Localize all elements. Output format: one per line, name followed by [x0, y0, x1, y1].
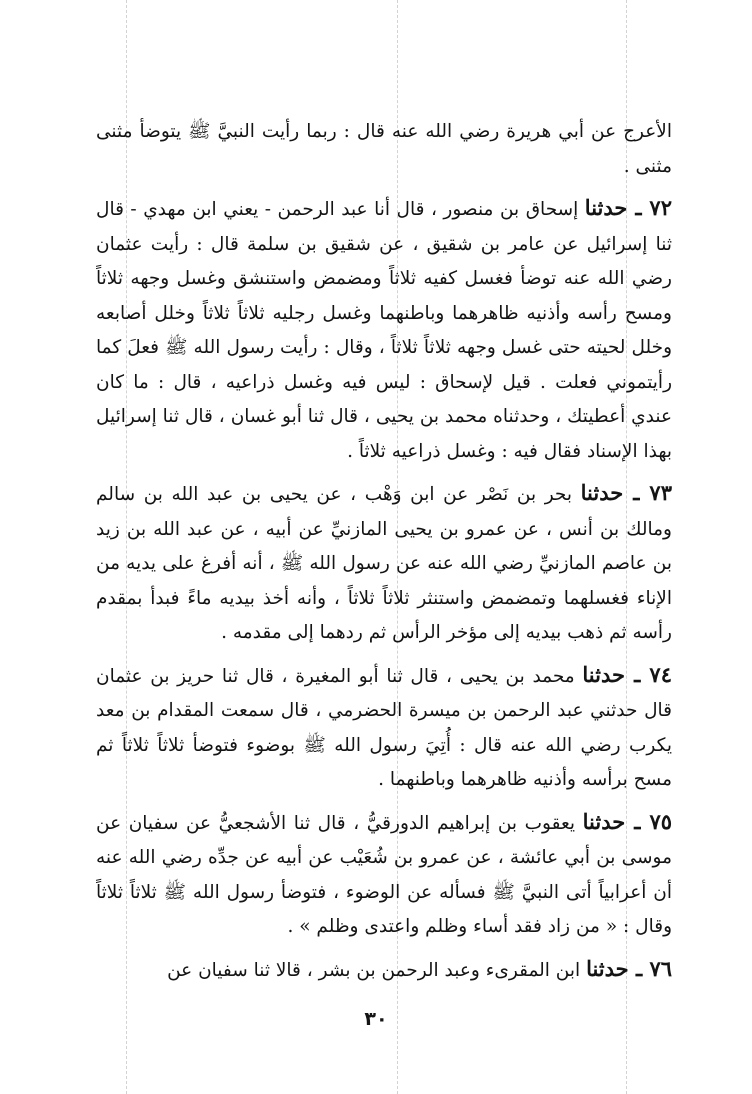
hadith-heading: حدثنا [582, 808, 626, 834]
hadith-separator: ـ [625, 661, 650, 687]
page-text-block [96, 115, 672, 988]
page-number: ٣٠ [364, 1008, 388, 1030]
hadith-73 [96, 476, 672, 651]
hadith-number: ٧٤ [649, 661, 672, 687]
hadith-text: إسحاق بن منصور ، قال أنا عبد الرحمن - يعني ابن مهدي - قال ثنا إسرائيل عن عامر بن شقيق ، عن شقيق بن سلمة قال : رأيت عثمان رضي الله عنه توضأ فغسل كفيه ثلاثاً ومضمض واستنشق وغسل وجهه ثلاثاً ومسح رأسه وأذنيه ظاهرهما وباطنهما وغسل رجليه ثلاثاً ثلاثاً وخلل أصابعه وخلل لحيته حتى غسل وجهه ثلاثاً ثلاثاً ، وقال : رأيت رسول الله ﷺ فعلَ كما رأيتموني فعلت . قيل لإسحاق : ليس فيه وغسل ذراعيه ، قال : ما كان عندي أعطيتك ، وحدثناه محمد بن يحيى ، قال ثنا أبو غسان ، قال ثنا إسرائيل بهذا الإسناد فقال فيه : وغسل ذراعيه ثلاثاً . [96, 199, 672, 462]
paragraph-continuation [96, 115, 672, 184]
hadith-heading: حدثنا [586, 955, 629, 981]
hadith-heading: حدثنا [580, 480, 624, 505]
hadith-76 [96, 952, 672, 989]
hadith-text: بحر بن نَصْر عن ابن وَهْب ، عن يحيى بن عبد الله بن سالم ومالك بن أنس ، عن عمرو بن يحيى المازنيِّ عن أبيه ، عن عبد الله بن زيد بن عاصم المازنيِّ رضي الله عنه عن رسول الله ﷺ ، أنه أفرغ على يديه من الإناء فغسلهما وتمضمض واستنثر ثلاثاً ثلاثاً ، وأنه أخذ بيديه ماءً فبدأ بمقدم رأسه ثم ذهب بيديه إلى مؤخر الرأس ثم ردهما إلى مقدمه . [96, 484, 672, 643]
paragraph-text: الأعرج عن أبي هريرة رضي الله عنه قال : ربما رأيت النبيَّ ﷺ يتوضأ مثنى مثنى . [96, 121, 672, 177]
hadith-75 [96, 805, 672, 945]
hadith-text: ابن المقرىء وعبد الرحمن بن بشر ، قالا ثنا سفيان عن [167, 959, 581, 981]
hadith-number: ٧٥ [649, 808, 672, 834]
hadith-number: ٧٦ [649, 955, 672, 981]
hadith-heading: حدثنا [584, 195, 628, 220]
hadith-separator: ـ [628, 955, 650, 981]
hadith-72 [96, 191, 672, 469]
hadith-separator: ـ [627, 195, 650, 220]
hadith-separator: ـ [623, 480, 650, 505]
hadith-number: ٧٢ [649, 195, 672, 220]
hadith-74 [96, 658, 672, 798]
hadith-text: يعقوب بن إبراهيم الدورقيُّ ، قال ثنا الأشجعيُّ عن سفيان عن موسى بن أبي عائشة ، عن عمرو بن شُعَيْب عن أبيه عن جدِّه رضي الله عنه أن أعرابياً أتى النبيَّ ﷺ فسأله عن الوضوء ، فتوضأ رسول الله ﷺ ثلاثاً ثلاثاً وقال : « من زاد فقد أساء وظلم واعتدى وظلم » . [96, 812, 672, 937]
hadith-separator: ـ [625, 808, 650, 834]
hadith-heading: حدثنا [582, 661, 625, 687]
hadith-number: ٧٣ [649, 480, 672, 505]
hadith-text: محمد بن يحيى ، قال ثنا أبو المغيرة ، قال ثنا حريز بن عثمان قال حدثني عبد الرحمن بن ميسرة الحضرمي ، قال سمعت المقدام بن معد يكرب رضي الله عنه قال : أُتِيَ رسول الله ﷺ بوضوء فتوضأ ثلاثاً ثلاثاً ثم مسح برأسه وأذنيه ظاهرهما وباطنهما . [96, 665, 672, 790]
